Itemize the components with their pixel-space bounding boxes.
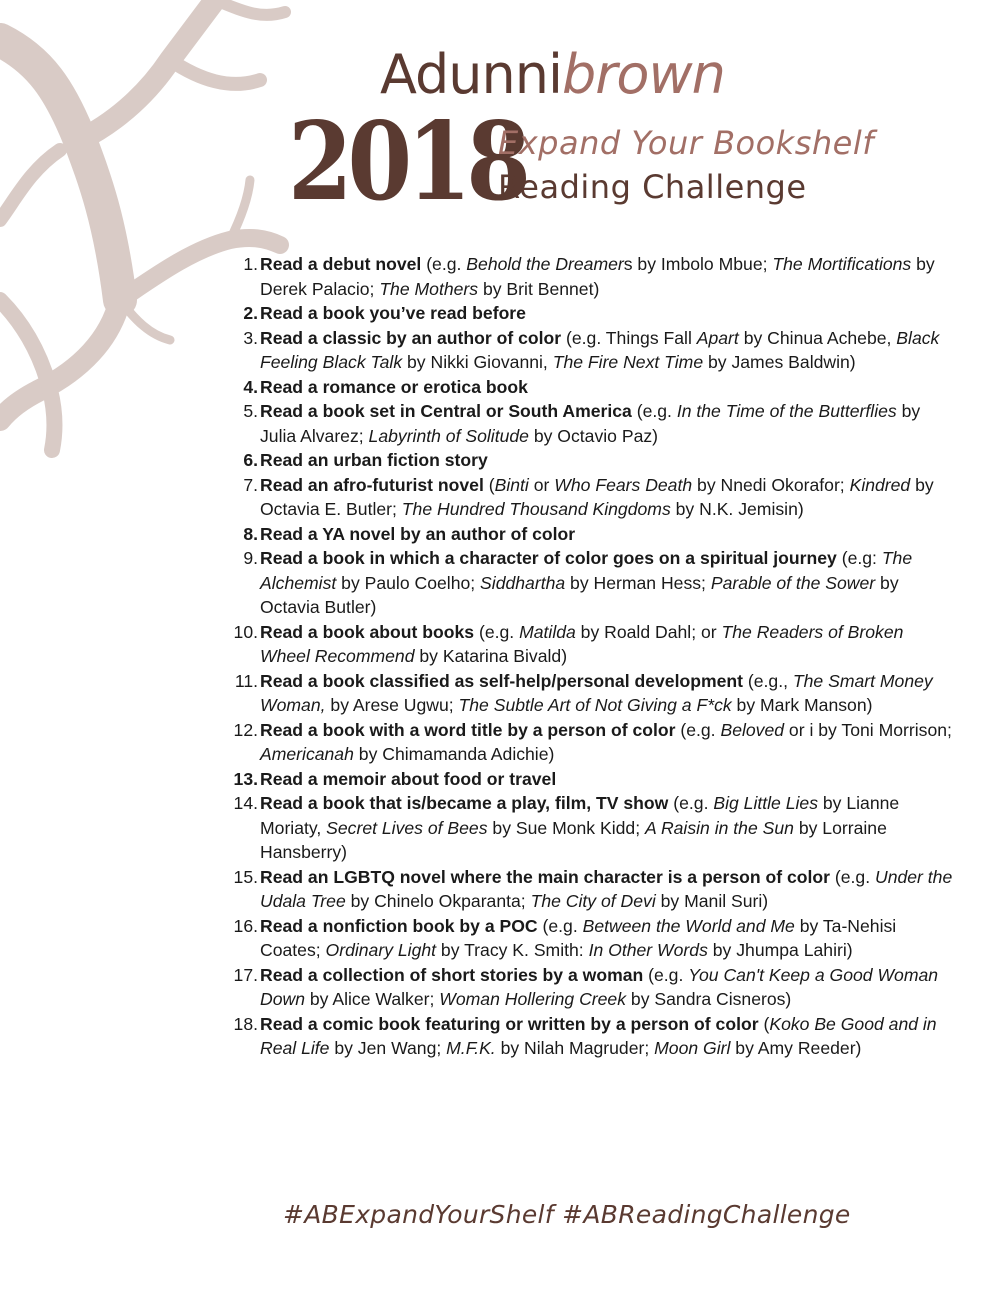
challenge-number: 2. (243, 303, 258, 323)
challenge-detail: by Mark Manson) (731, 695, 873, 715)
title-line-1: Expand Your Bookshelf (498, 124, 874, 162)
challenge-detail: ( (758, 1013, 770, 1034)
title-line-2: Reading Challenge (498, 168, 807, 206)
challenge-detail: by Octavia Butler) (260, 572, 899, 617)
brand-first-name: Adunni (380, 43, 562, 106)
book-title: In Other Words (588, 940, 708, 960)
challenge-text (258, 326, 958, 375)
book-title: Ordinary Light (325, 940, 437, 960)
challenge-title: Read a book classified as self-help/personal development (260, 670, 744, 691)
challenge-number: 6. (243, 450, 258, 470)
challenge-item (218, 252, 958, 301)
challenge-detail: by Sue Monk Kidd; (487, 817, 645, 838)
book-title: The Fire Next Time (552, 352, 704, 372)
book-title: The Mortifications (772, 254, 912, 274)
challenge-text (258, 399, 958, 448)
challenge-item (218, 963, 958, 1012)
challenge-detail: by Alice Walker; (304, 989, 440, 1009)
challenge-title: Read a collection of short stories by a woman (260, 964, 644, 985)
challenge-detail: by Brit Bennet) (478, 278, 600, 299)
challenge-item (218, 669, 958, 718)
challenge-detail: by Chinua Achebe, (738, 327, 897, 348)
challenge-title: Read a book set in Central or South America (260, 401, 632, 421)
challenge-detail: by Sandra Cisneros) (626, 989, 792, 1009)
book-title: The Mothers (379, 278, 479, 299)
challenge-number: 16. (233, 915, 258, 936)
challenge-text (258, 546, 958, 620)
challenge-detail: by Herman Hess; (565, 572, 711, 593)
book-title: The Subtle Art of Not Giving a F*ck (458, 695, 732, 715)
challenge-text (258, 301, 958, 326)
challenge-detail: by Nilah Magruder; (495, 1038, 655, 1058)
book-title: Labyrinth of Solitude (368, 425, 529, 446)
challenge-detail: by Arese Ugwu; (325, 695, 459, 715)
challenge-title: Read a YA novel by an author of color (260, 523, 576, 544)
book-title: Binti (494, 474, 529, 495)
book-title: The Hundred Thousand Kingdoms (401, 499, 671, 519)
challenge-title: Read an LGBTQ novel where the main character is a person of color (260, 866, 830, 887)
challenge-detail: by Jen Wang; (329, 1038, 447, 1058)
challenge-item (218, 1012, 958, 1061)
challenge-text (258, 669, 958, 718)
challenge-title: Read a nonfiction book by a POC (260, 915, 538, 936)
challenge-detail: by Paulo Coelho; (336, 572, 481, 593)
book-title: Kindred (849, 474, 911, 495)
book-title: Beloved (720, 719, 785, 740)
challenge-number: 15. (233, 866, 258, 887)
challenge-title: Read a book you’ve read before (260, 303, 526, 323)
challenge-detail: by Lianne Moriaty, (260, 793, 900, 838)
challenge-number: 9. (243, 548, 258, 568)
challenge-item (218, 718, 958, 767)
challenge-detail: by Julia Alvarez; (260, 401, 921, 446)
book-title: Black Feeling Black Talk (260, 327, 940, 372)
challenge-detail: ( (483, 474, 495, 495)
challenge-detail: (e.g. (474, 621, 520, 642)
challenge-title: Read a romance or erotica book (260, 376, 528, 397)
challenge-item (218, 546, 958, 620)
brand-last-name: brown (561, 43, 725, 106)
book-title: You Can't Keep a Good Woman Down (260, 964, 939, 1009)
book-title: Behold the Dreamer (466, 254, 624, 274)
challenge-text (258, 620, 958, 669)
challenge-number: 5. (243, 401, 258, 421)
book-title: Who Fears Death (554, 474, 693, 495)
challenge-detail: by Nikki Giovanni, (402, 352, 553, 372)
challenge-item (218, 620, 958, 669)
challenge-text (258, 791, 958, 865)
challenge-title: Read a classic by an author of color (260, 327, 562, 348)
book-title: The Alchemist (260, 548, 913, 593)
challenge-title: Read a book in which a character of color goes on a spiritual journey (260, 548, 837, 568)
challenge-detail: (e.g. (668, 793, 714, 813)
challenge-item (218, 767, 958, 792)
challenge-list (218, 252, 958, 1061)
challenge-number: 17. (233, 964, 258, 985)
book-title: Koko Be Good and in Real Life (260, 1013, 937, 1058)
challenge-text (258, 865, 958, 914)
challenge-detail: (e.g. (421, 254, 467, 274)
challenge-number: 10. (233, 621, 258, 642)
challenge-title: Read a debut novel (260, 254, 422, 274)
challenge-item (218, 865, 958, 914)
book-title: Americanah (260, 744, 354, 764)
challenge-item (218, 791, 958, 865)
challenge-number: 18. (233, 1013, 258, 1034)
challenge-text (258, 375, 958, 400)
challenge-item (218, 301, 958, 326)
challenge-detail: or (528, 474, 555, 495)
challenge-detail: (e.g. (675, 719, 721, 740)
book-title: Moon Girl (654, 1038, 731, 1058)
book-title: The Readers of Broken Wheel Recommend (260, 621, 904, 666)
challenge-number: 3. (243, 327, 258, 348)
challenge-text (258, 718, 958, 767)
challenge-text (258, 1012, 958, 1061)
book-title: Big Little Lies (713, 793, 818, 813)
challenge-detail: by Amy Reeder) (730, 1038, 862, 1058)
book-title: A Raisin in the Sun (644, 817, 794, 838)
challenge-item (218, 448, 958, 473)
challenge-detail: by James Baldwin) (703, 352, 856, 372)
challenge-item (218, 399, 958, 448)
challenge-detail: by Katarina Bivald) (414, 646, 568, 666)
challenge-detail: by N.K. Jemisin) (670, 499, 804, 519)
challenge-item (218, 522, 958, 547)
book-title: Parable of the Sower (710, 572, 876, 593)
challenge-detail: (e.g. (643, 964, 689, 985)
challenge-number: 1. (243, 254, 258, 274)
challenge-detail: (e.g. (537, 915, 583, 936)
challenge-number: 8. (243, 523, 258, 544)
challenge-detail: by Tracy K. Smith: (436, 940, 589, 960)
challenge-detail: by Octavio Paz) (528, 425, 659, 446)
challenge-title: Read a book with a word title by a person of color (260, 719, 676, 740)
book-title: Secret Lives of Bees (326, 817, 488, 838)
year-heading: 2018 (288, 99, 526, 225)
challenge-detail: by Lorraine Hansberry) (260, 817, 887, 862)
challenge-detail: by Manil Suri) (655, 891, 769, 911)
challenge-title: Read an urban fiction story (260, 450, 488, 470)
challenge-number: 14. (233, 793, 258, 813)
challenge-detail: (e.g. (631, 401, 677, 421)
challenge-number: 11. (234, 670, 258, 691)
challenge-detail: by Jhumpa Lahiri) (707, 940, 853, 960)
book-title: The City of Devi (530, 891, 656, 911)
challenge-detail: (e.g. (830, 866, 875, 887)
challenge-title: Read a book about books (260, 621, 475, 642)
challenge-detail: s by Imbolo Mbue; (623, 254, 773, 274)
challenge-item (218, 914, 958, 963)
challenge-text (258, 914, 958, 963)
book-title: Siddhartha (480, 572, 566, 593)
challenge-item (218, 375, 958, 400)
challenge-item (218, 473, 958, 522)
challenge-number: 7. (243, 474, 258, 495)
book-title: Between the World and Me (582, 915, 795, 936)
challenge-text (258, 473, 958, 522)
challenge-title: Read a memoir about food or travel (260, 768, 557, 789)
challenge-detail: by Nnedi Okorafor; (692, 474, 850, 495)
challenge-detail: by Chinelo Okparanta; (345, 891, 531, 911)
challenge-detail: (e.g. Things Fall (561, 327, 697, 348)
challenge-detail: (e.g., (743, 670, 793, 691)
challenge-detail: by Chimamanda Adichie) (353, 744, 555, 764)
challenge-number: 4. (243, 376, 258, 397)
challenge-title: Read an afro-futurist novel (260, 474, 484, 495)
brand-logo (380, 43, 725, 106)
book-title: Woman Hollering Creek (439, 989, 627, 1009)
book-title: Under the Udala Tree (260, 866, 953, 911)
book-title: The Smart Money Woman, (260, 670, 933, 715)
book-title: Apart (696, 327, 739, 348)
challenge-text (258, 767, 958, 792)
challenge-detail: (e.g: (836, 548, 882, 568)
challenge-number: 13. (233, 768, 258, 789)
challenge-title: Read a book that is/became a play, film, TV show (260, 793, 669, 813)
book-title: Matilda (519, 621, 576, 642)
challenge-item (218, 326, 958, 375)
challenge-text (258, 522, 958, 547)
challenge-text (258, 963, 958, 1012)
book-title: In the Time of the Butterflies (676, 401, 897, 421)
book-title: M.F.K. (446, 1038, 496, 1058)
challenge-detail: by Octavia E. Butler; (260, 474, 934, 519)
challenge-detail: by Ta-Nehisi Coates; (260, 915, 897, 960)
challenge-title: Read a comic book featuring or written by a person of color (260, 1013, 759, 1034)
challenge-detail: by Roald Dahl; or (575, 621, 722, 642)
challenge-detail: or i by Toni Morrison; (784, 719, 952, 740)
challenge-text (258, 448, 958, 473)
challenge-detail: by Derek Palacio; (260, 254, 935, 299)
hashtags: #ABExpandYourShelf #ABReadingChallenge (283, 1200, 851, 1229)
challenge-text (258, 252, 958, 301)
challenge-number: 12. (233, 719, 258, 740)
